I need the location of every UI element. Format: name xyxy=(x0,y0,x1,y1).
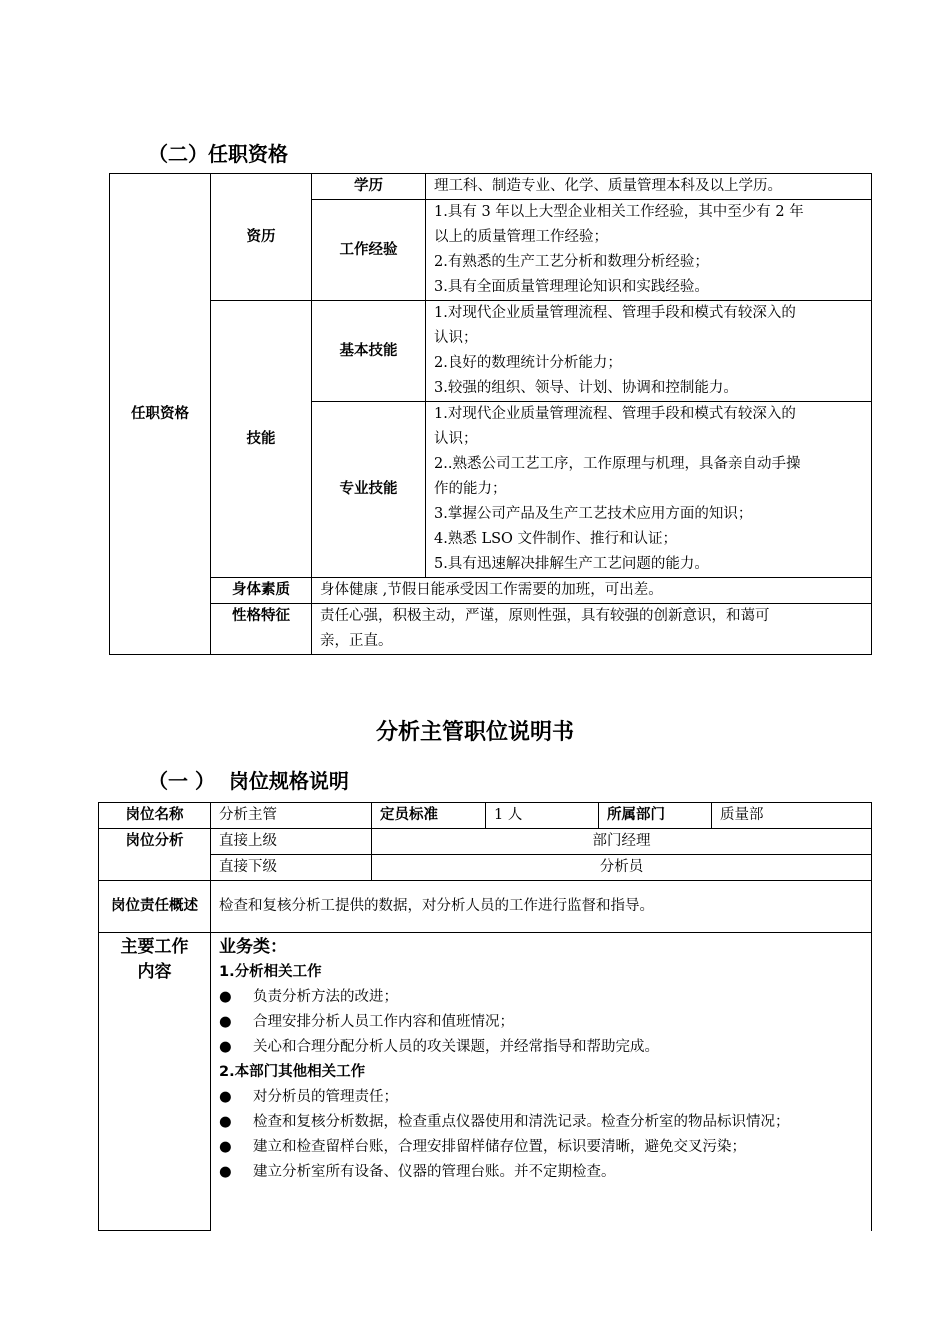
post-spec-table xyxy=(98,802,872,1231)
subordinate-value: 分析员 xyxy=(372,855,872,881)
document-title: 分析主管职位说明书 xyxy=(375,720,574,745)
work-experience-text xyxy=(426,200,872,301)
post-name-label: 岗位名称 xyxy=(99,803,211,829)
bullet-icon: ● xyxy=(219,1014,232,1030)
text-line: 2.有熟悉的生产工艺分析和数理分析经验； xyxy=(434,254,709,270)
personality-label: 性格特征 xyxy=(211,604,312,655)
basic-skills-label: 基本技能 xyxy=(312,301,426,402)
text-line: 1.对现代企业质量管理流程、管理手段和模式有较深入的 xyxy=(434,305,796,321)
department-value: 质量部 xyxy=(712,803,872,829)
education-text: 理工科、制造专业、化学、质量管理本科及以上学历。 xyxy=(426,174,872,200)
subordinate-label: 直接下级 xyxy=(211,855,372,881)
department-label: 所属部门 xyxy=(599,803,712,829)
physical-text: 身体健康 ,节假日能承受因工作需要的加班，可出差。 xyxy=(312,578,872,604)
bullet-icon: ● xyxy=(219,1089,232,1105)
list-item: ● 建立和检查留样台账，合理安排留样储存位置，标识要清晰，避免交叉污染； xyxy=(219,1135,863,1160)
main-work-label: 主要工作内容 xyxy=(99,933,211,1231)
skills-label: 技能 xyxy=(211,301,312,578)
main-work-content xyxy=(211,933,872,1231)
post-analysis-label: 岗位分析 xyxy=(99,829,211,881)
text-line: 2..熟悉公司工艺工序，工作原理与机理，具备亲自动手操 xyxy=(434,456,801,472)
list-item: ● 合理安排分析人员工作内容和值班情况； xyxy=(219,1010,863,1035)
work-experience-label: 工作经验 xyxy=(312,200,426,301)
list-item: ● 对分析员的管理责任； xyxy=(219,1085,863,1110)
list-item: ● 检查和复核分析数据，检查重点仪器使用和清洗记录。检查分析室的物品标识情况； xyxy=(219,1110,863,1135)
text-line: 作的能力； xyxy=(434,481,507,497)
list-item: ● 负责分析方法的改进； xyxy=(219,985,863,1010)
basic-skills-text xyxy=(426,301,872,402)
text-line: 1.具有 3 年以上大型企业相关工作经验，其中至少有 2 年 xyxy=(434,204,804,220)
bullet-icon: ● xyxy=(219,1114,232,1130)
bullet-icon: ● xyxy=(219,1039,232,1055)
section-heading-post-spec: （一 ） 岗位规格说明 xyxy=(148,769,349,793)
text-line: 3.掌握公司产品及生产工艺技术应用方面的知识； xyxy=(434,506,753,522)
text-line: 责任心强，积极主动，严谨，原则性强，具有较强的创新意识，和蔼可 xyxy=(320,608,770,624)
qualifications-table xyxy=(109,173,872,655)
text-line: 亲，正直。 xyxy=(320,633,393,649)
text-line: 3.具有全面质量管理理论知识和实践经验。 xyxy=(434,279,709,295)
text-line: 2.良好的数理统计分析能力； xyxy=(434,355,622,371)
superior-value: 部门经理 xyxy=(372,829,872,855)
physical-label: 身体素质 xyxy=(211,578,312,604)
personality-text xyxy=(312,604,872,655)
business-heading: 业务类： xyxy=(219,937,287,957)
staffing-value: 1 人 xyxy=(486,803,599,829)
text-line: 1.对现代企业质量管理流程、管理手段和模式有较深入的 xyxy=(434,406,796,422)
list-item: ● 关心和合理分配分析人员的攻关课题，并经常指导和帮助完成。 xyxy=(219,1035,863,1060)
superior-label: 直接上级 xyxy=(211,829,372,855)
summary-text: 检查和复核分析工提供的数据，对分析人员的工作进行监督和指导。 xyxy=(211,881,872,933)
text-line: 5.具有迅速解决排解生产工艺问题的能力。 xyxy=(434,556,709,572)
education-label: 学历 xyxy=(312,174,426,200)
staffing-label: 定员标准 xyxy=(372,803,486,829)
text-line: 认识； xyxy=(434,431,478,447)
group2-heading: 2.本部门其他相关工作 xyxy=(219,1064,366,1080)
section-heading-qualifications: （二）任职资格 xyxy=(148,142,288,166)
qualifications-label: 任职资格 xyxy=(110,174,211,655)
text-line: 4.熟悉 LSO 文件制作、推行和认证； xyxy=(434,531,678,547)
text-line: 3.较强的组织、领导、计划、协调和控制能力。 xyxy=(434,380,738,396)
bullet-icon: ● xyxy=(219,989,232,1005)
text-line: 认识； xyxy=(434,330,478,346)
summary-label: 岗位责任概述 xyxy=(99,881,211,933)
bullet-icon: ● xyxy=(219,1164,232,1180)
list-item: ● 建立分析室所有设备、仪器的管理台账。并不定期检查。 xyxy=(219,1160,863,1185)
resume-label: 资历 xyxy=(211,174,312,301)
professional-skills-text xyxy=(426,402,872,578)
post-name-value: 分析主管 xyxy=(211,803,372,829)
text-line: 以上的质量管理工作经验； xyxy=(434,229,608,245)
bullet-icon: ● xyxy=(219,1139,232,1155)
professional-skills-label: 专业技能 xyxy=(312,402,426,578)
group1-heading: 1.分析相关工作 xyxy=(219,964,322,980)
